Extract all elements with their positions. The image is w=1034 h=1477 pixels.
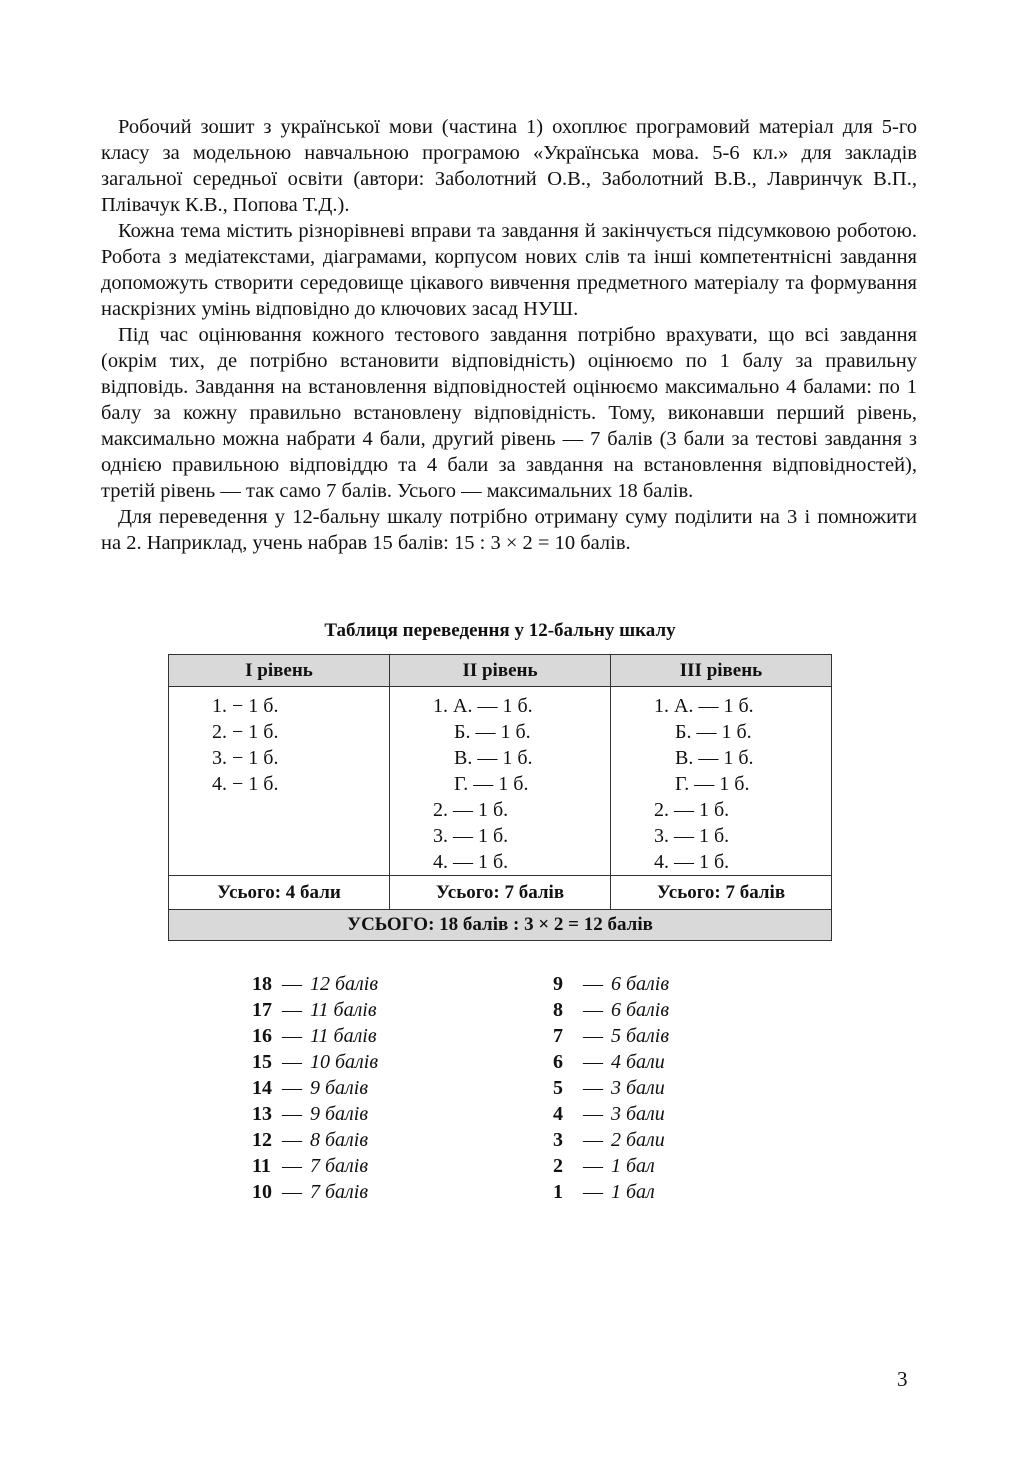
conversion-table <box>168 654 832 941</box>
scale-grade: 1 бал <box>611 1155 655 1177</box>
level-1-items-cell <box>169 687 390 876</box>
scale-grade: 2 бали <box>611 1129 665 1151</box>
scale-dash: — <box>282 999 302 1021</box>
scale-points: 4 <box>553 1103 563 1125</box>
level-1-items <box>212 693 346 797</box>
paragraph-1: Робочий зошит з української мови (частина 1) охоплює програмовий матеріал для 5-го класу за модельною навчальною програмою «Українська мова. 5-6 кл.» для закладів загальної середньої освіти (автори: Заболотний О.В., Заболотний В.В., Лавринчук В.П., Плівачук К.В., Попова Т.Д.). <box>101 116 917 216</box>
table-item: 2. — 1 б. <box>654 799 730 821</box>
table-item: В. — 1 б. <box>454 747 533 769</box>
scale-dash: — <box>583 1129 603 1151</box>
scale-dash: — <box>282 1051 302 1073</box>
table-item: Г. — 1 б. <box>454 773 529 795</box>
table-item: 4. — 1 б. <box>654 851 730 873</box>
scale-dash: — <box>583 1155 603 1177</box>
scale-dash: — <box>583 1103 603 1125</box>
grand-total: УСЬОГО: 18 балів : 3 × 2 = 12 балів <box>169 910 832 941</box>
scale-points: 3 <box>553 1129 563 1151</box>
table-item: 4. − 1 б. <box>212 773 279 795</box>
scale-dash: — <box>282 1129 302 1151</box>
scale-row <box>252 1049 378 1075</box>
table-item: 3. − 1 б. <box>212 747 279 769</box>
table-item: Г. — 1 б. <box>675 773 750 795</box>
scale-dash: — <box>282 1181 302 1203</box>
scale-grade: 6 балів <box>611 999 670 1021</box>
scale-list-left <box>252 971 378 1205</box>
table-item: 3. — 1 б. <box>433 825 509 847</box>
sum-level-3: Усього: 7 балів <box>611 876 832 910</box>
header-level-1: І рівень <box>169 655 390 687</box>
scale-points: 9 <box>553 973 563 995</box>
level-2-items-cell <box>390 687 611 876</box>
scale-grade: 12 балів <box>310 973 379 995</box>
table-item: Б. — 1 б. <box>675 721 752 743</box>
scale-grade: 6 балів <box>611 973 670 995</box>
scale-row <box>553 1075 669 1101</box>
scale-dash: — <box>282 1025 302 1047</box>
table-item: 4. — 1 б. <box>433 851 509 873</box>
scale-row <box>252 1023 378 1049</box>
scale-points: 6 <box>553 1051 563 1073</box>
header-level-3: ІІІ рівень <box>611 655 832 687</box>
scale-points: 16 <box>252 1025 272 1047</box>
scale-points: 1 <box>553 1181 563 1203</box>
scale-grade: 11 балів <box>310 1025 377 1047</box>
scale-points: 13 <box>252 1103 272 1125</box>
scale-points: 17 <box>252 999 272 1021</box>
scale-row <box>553 971 669 997</box>
scale-grade: 10 балів <box>310 1051 379 1073</box>
scale-points: 7 <box>553 1025 563 1047</box>
scale-row <box>553 1153 669 1179</box>
scale-points: 14 <box>252 1077 272 1099</box>
scale-dash: — <box>282 1155 302 1177</box>
intro-text <box>101 114 917 556</box>
scale-grade: 7 балів <box>310 1181 369 1203</box>
scale-row <box>252 1101 378 1127</box>
scale-grade: 3 бали <box>611 1103 665 1125</box>
scale-dash: — <box>282 973 302 995</box>
scale-dash: — <box>583 973 603 995</box>
scale-dash: — <box>583 1025 603 1047</box>
sum-level-2: Усього: 7 балів <box>390 876 611 910</box>
table-header-row <box>169 655 832 687</box>
table-item: 2. − 1 б. <box>212 721 279 743</box>
scale-points: 8 <box>553 999 563 1021</box>
scale-dash: — <box>282 1103 302 1125</box>
paragraph-3: Під час оцінювання кожного тестового завдання потрібно врахувати, що всі завдання (окрім тих, де потрібно встановити відповідність) оцінюємо по 1 балу за правильну відповідь. Завдання на встановлення відповідностей оцінюємо максимально 4 балами: по 1 балу за кожну правильно встановлену відповідність. Тому, виконавши перший рівень, максимально можна набрати 4 бали, другий рівень — 7 балів (3 бали за тестові завдання з однією правильною відповіддю та 4 бали за завдання на встановлення відповідностей), третій рівень — так само 7 балів. Усього — максимальних 18 балів. <box>101 324 917 502</box>
scale-row <box>252 971 378 997</box>
paragraph-4: Для переведення у 12-бальну шкалу потрібно отриману суму поділити на 3 і помножити на 2. Наприклад, учень набрав 15 балів: 15 : 3 × 2 = 10 балів. <box>101 506 917 554</box>
table-item: 2. — 1 б. <box>433 799 509 821</box>
scale-row <box>553 1127 669 1153</box>
scale-grade: 9 балів <box>310 1077 369 1099</box>
scale-points: 10 <box>252 1181 272 1203</box>
scale-points: 18 <box>252 973 272 995</box>
page-number: 3 <box>897 1367 908 1391</box>
level-3-items-cell <box>611 687 832 876</box>
table-item: 1. А. — 1 б. <box>433 695 533 717</box>
scale-dash: — <box>282 1077 302 1099</box>
table-title: Таблиця переведення у 12-бальну шкалу <box>324 620 676 641</box>
scale-dash: — <box>583 1051 603 1073</box>
level-3-items <box>654 693 788 875</box>
scale-row <box>553 1023 669 1049</box>
table-item: В. — 1 б. <box>675 747 754 769</box>
scale-grade: 9 балів <box>310 1103 369 1125</box>
scale-row <box>252 1127 378 1153</box>
scale-list-right <box>553 971 669 1205</box>
scale-row <box>252 1075 378 1101</box>
scale-grade: 1 бал <box>611 1181 655 1203</box>
sum-level-1: Усього: 4 бали <box>169 876 390 910</box>
scale-grade: 3 бали <box>611 1077 665 1099</box>
scale-row <box>553 1179 669 1205</box>
scale-grade: 11 балів <box>310 999 377 1021</box>
scale-row <box>553 997 669 1023</box>
scale-points: 15 <box>252 1051 272 1073</box>
scale-row <box>553 1049 669 1075</box>
scale-grade: 5 балів <box>611 1025 670 1047</box>
scale-points: 11 <box>252 1155 271 1177</box>
table-item: 3. — 1 б. <box>654 825 730 847</box>
table-item: 1. А. — 1 б. <box>654 695 754 717</box>
scale-grade: 4 бали <box>611 1051 665 1073</box>
table-total-row <box>169 910 832 941</box>
level-2-items <box>433 693 567 875</box>
table-sum-row <box>169 876 832 910</box>
scale-dash: — <box>583 999 603 1021</box>
scale-row <box>252 1153 378 1179</box>
paragraph-2: Кожна тема містить різнорівневі вправи та завдання й закінчується підсумковою роботою. Робота з медіатекстами, діаграмами, корпусом нових слів та інші компетентнісні завдання допоможуть створити середовище цікавого вивчення предметного матеріалу та формування наскрізних умінь відповідно до ключових засад НУШ. <box>101 220 917 320</box>
scale-row <box>553 1101 669 1127</box>
scale-points: 5 <box>553 1077 563 1099</box>
scale-points: 12 <box>252 1129 272 1151</box>
table-item: 1. − 1 б. <box>212 695 279 717</box>
table-item: Б. — 1 б. <box>454 721 531 743</box>
scale-points: 2 <box>553 1155 563 1177</box>
scale-grade: 8 балів <box>310 1129 369 1151</box>
table-items-row <box>169 687 832 876</box>
scale-row <box>252 1179 378 1205</box>
scale-grade: 7 балів <box>310 1155 369 1177</box>
scale-dash: — <box>583 1181 603 1203</box>
scale-dash: — <box>583 1077 603 1099</box>
scale-row <box>252 997 378 1023</box>
header-level-2: ІІ рівень <box>390 655 611 687</box>
